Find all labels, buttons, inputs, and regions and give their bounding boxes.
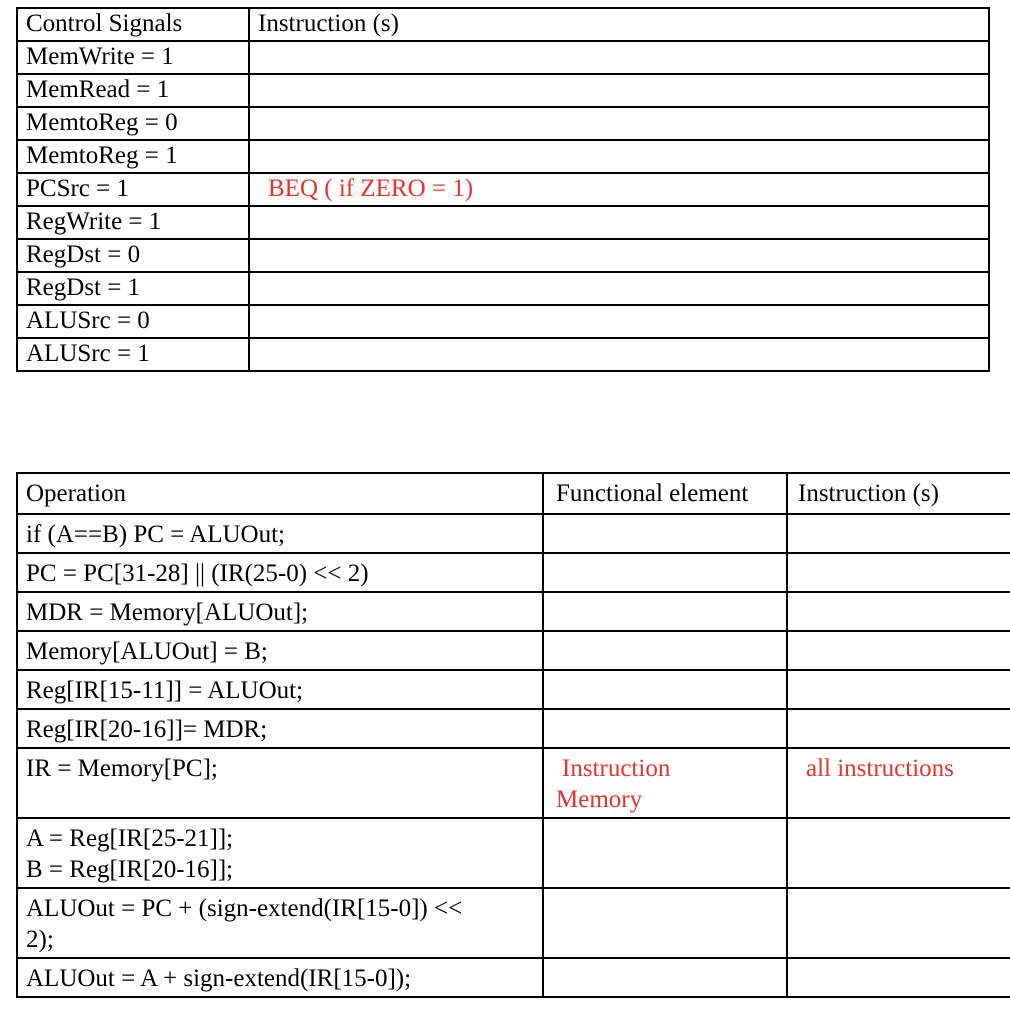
instruction-cell[interactable] <box>787 592 1010 631</box>
table-row <box>17 888 1010 958</box>
operation-cell <box>17 818 543 888</box>
operation-line: ALUOut = A + sign-extend(IR[15-0]); <box>26 965 412 992</box>
instruction-cell[interactable] <box>787 709 1010 748</box>
functional-element-line: Memory <box>556 786 643 813</box>
table-row <box>17 206 989 239</box>
functional-element-cell[interactable] <box>543 592 787 631</box>
table-row <box>17 305 989 338</box>
instruction-cell[interactable] <box>787 631 1010 670</box>
operation-line: IR = Memory[PC]; <box>26 755 218 782</box>
instruction-cell[interactable] <box>787 888 1010 958</box>
table-row <box>17 173 989 206</box>
table-row <box>17 239 989 272</box>
operation-cell <box>17 553 543 592</box>
table-row <box>17 107 989 140</box>
header-control-signals: Control Signals <box>17 8 249 41</box>
operation-line: if (A==B) PC = ALUOut; <box>26 521 285 548</box>
instruction-cell[interactable]: all instructions <box>787 748 1010 818</box>
table-row <box>17 272 989 305</box>
instruction-cell[interactable] <box>787 958 1010 997</box>
signal-cell: RegDst = 0 <box>17 239 249 272</box>
functional-element-line: Instruction <box>562 755 671 782</box>
functional-element-cell[interactable] <box>543 709 787 748</box>
table-header-row <box>17 473 1010 514</box>
instruction-cell[interactable] <box>249 272 989 305</box>
table-header-row <box>17 8 989 41</box>
operation-line: A = Reg[IR[25-21]]; <box>26 825 234 852</box>
instruction-cell[interactable] <box>787 818 1010 888</box>
operation-cell <box>17 888 543 958</box>
functional-element-cell[interactable] <box>543 888 787 958</box>
instruction-cell[interactable] <box>787 514 1010 553</box>
signal-cell: MemWrite = 1 <box>17 41 249 74</box>
operation-cell <box>17 958 543 997</box>
operation-cell <box>17 592 543 631</box>
instruction-cell[interactable] <box>787 670 1010 709</box>
functional-element-cell[interactable] <box>543 670 787 709</box>
instruction-cell[interactable] <box>249 41 989 74</box>
table-row <box>17 958 1010 997</box>
operation-line: Reg[IR[15-11]] = ALUOut; <box>26 677 304 704</box>
instruction-cell[interactable] <box>249 206 989 239</box>
operation-line: Reg[IR[20-16]]= MDR; <box>26 716 268 743</box>
table-row <box>17 631 1010 670</box>
operation-line: 2); <box>26 926 54 953</box>
instruction-cell[interactable] <box>249 305 989 338</box>
table-row <box>17 818 1010 888</box>
operation-cell <box>17 709 543 748</box>
operation-line: PC = PC[31-28] || (IR(25-0) << 2) <box>26 560 369 587</box>
signal-cell: RegDst = 1 <box>17 272 249 305</box>
operations-table <box>16 472 1010 998</box>
instruction-cell[interactable] <box>249 107 989 140</box>
signal-cell: MemtoReg = 0 <box>17 107 249 140</box>
header-instructions: Instruction (s) <box>787 473 1010 514</box>
operation-cell <box>17 631 543 670</box>
operation-cell <box>17 514 543 553</box>
functional-element-cell[interactable] <box>543 748 787 818</box>
functional-element-cell[interactable] <box>543 514 787 553</box>
table-row <box>17 514 1010 553</box>
functional-element-cell[interactable] <box>543 818 787 888</box>
operation-line: ALUOut = PC + (sign-extend(IR[15-0]) << <box>26 895 463 922</box>
instruction-cell[interactable] <box>787 553 1010 592</box>
table-row <box>17 74 989 107</box>
operation-line: Memory[ALUOut] = B; <box>26 638 268 665</box>
signal-cell: ALUSrc = 0 <box>17 305 249 338</box>
table-row <box>17 41 989 74</box>
signal-cell: MemRead = 1 <box>17 74 249 107</box>
operation-cell <box>17 748 543 818</box>
header-operation: Operation <box>17 473 543 514</box>
operation-cell <box>17 670 543 709</box>
instruction-cell[interactable] <box>249 140 989 173</box>
functional-element-cell[interactable] <box>543 958 787 997</box>
table-row <box>17 748 1010 818</box>
functional-element-cell[interactable] <box>543 553 787 592</box>
table-row <box>17 338 989 371</box>
instruction-cell[interactable] <box>249 338 989 371</box>
signal-cell: MemtoReg = 1 <box>17 140 249 173</box>
table-row <box>17 553 1010 592</box>
header-instructions: Instruction (s) <box>249 8 989 41</box>
table-row <box>17 140 989 173</box>
operation-line: B = Reg[IR[20-16]]; <box>26 856 234 883</box>
header-functional-element: Functional element <box>543 473 787 514</box>
table-row <box>17 670 1010 709</box>
signal-cell: PCSrc = 1 <box>17 173 249 206</box>
instruction-cell[interactable]: BEQ ( if ZERO = 1) <box>249 173 989 206</box>
signal-cell: RegWrite = 1 <box>17 206 249 239</box>
table-row <box>17 592 1010 631</box>
table-row <box>17 709 1010 748</box>
instruction-cell[interactable] <box>249 74 989 107</box>
instruction-cell[interactable] <box>249 239 989 272</box>
control-signals-table <box>16 7 990 372</box>
operation-line: MDR = Memory[ALUOut]; <box>26 599 309 626</box>
functional-element-cell[interactable] <box>543 631 787 670</box>
signal-cell: ALUSrc = 1 <box>17 338 249 371</box>
